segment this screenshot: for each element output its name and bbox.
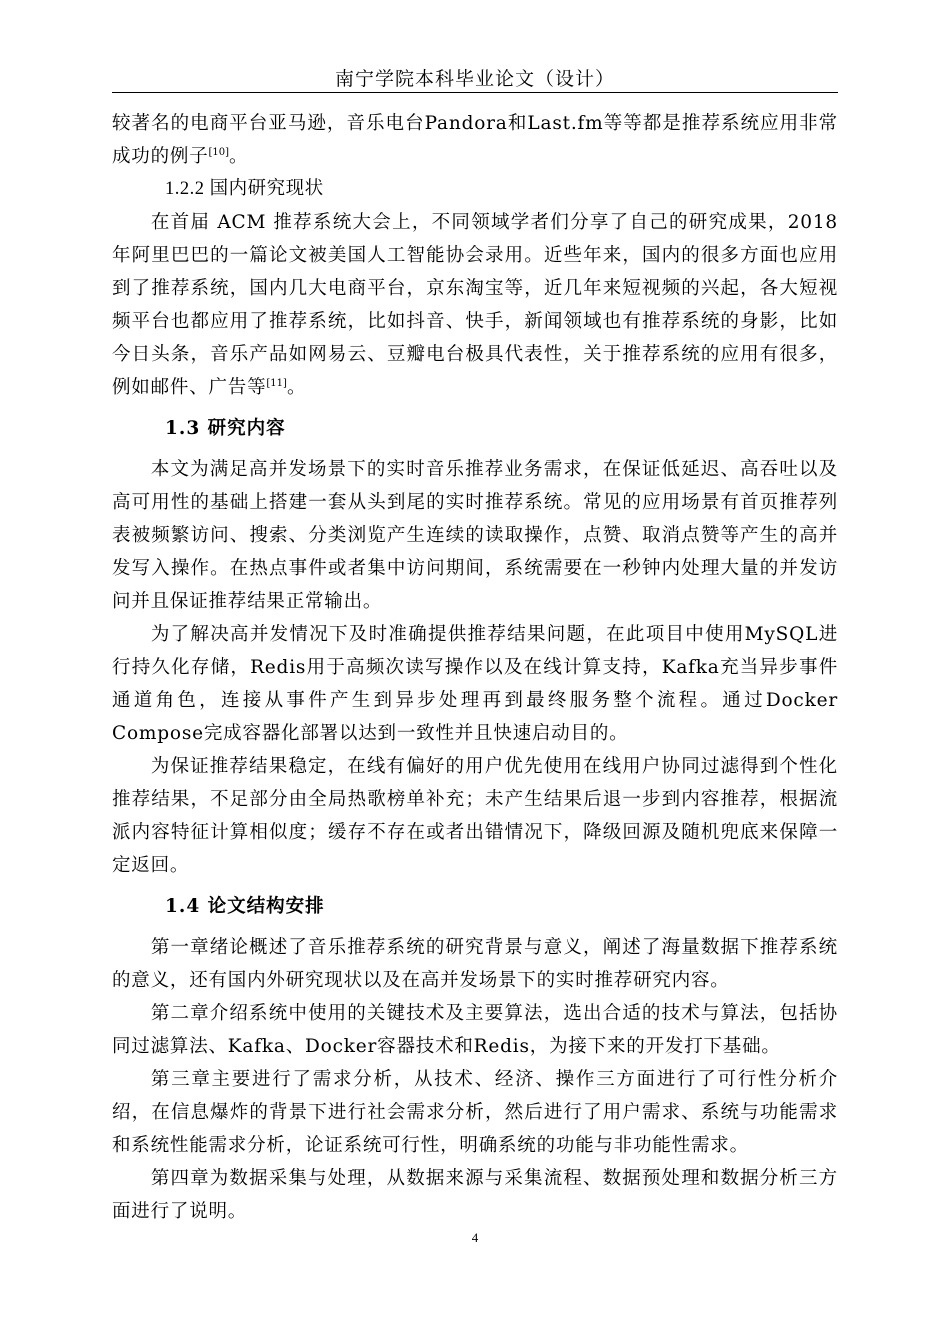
paragraph-chapter-1: 第一章绪论概述了音乐推荐系统的研究背景与意义，阐述了海量数据下推荐系统的意义，还有国内外研究现状以及在高并发场景下的实时推荐研究内容。 <box>112 937 838 991</box>
paragraph-tail: 。 <box>229 146 249 167</box>
subsection-heading-1-2-2: 1.2.2 国内研究现状 <box>165 179 324 199</box>
paragraph-intro-continuation <box>112 107 838 173</box>
citation-ref: [10] <box>208 146 230 158</box>
paragraph-text: 在首届 ACM 推荐系统大会上，不同领域学者们分享了自己的研究成果，2018 年阿里巴巴的一篇论文被美国人工智能协会录用。近些年来，国内的很多方面也应用到了推荐系统，国内几大电商平台，京东淘宝等，近几年来短视频的兴起，各大短视频平台也都应用了推荐系统，比如抖音、快手，新闻领域也有推荐系统的身影，比如今日头条，音乐产品如网易云、豆瓣电台极具代表性，关于推荐系统的应用有很多，例如邮件、广告等 <box>112 212 838 398</box>
page-number: 4 <box>471 1230 479 1245</box>
paragraph-domestic-research <box>112 206 838 404</box>
header-divider <box>112 92 838 93</box>
paragraph-research-content-1: 本文为满足高并发场景下的实时音乐推荐业务需求，在保证低延迟、高吞吐以及高可用性的基础上搭建一套从头到尾的实时推荐系统。常见的应用场景有首页推荐列表被频繁访问、搜索、分类浏览产生连续的读取操作，点赞、取消点赞等产生的高并发写入操作。在热点事件或者集中访问期间，系统需要在一秒钟内处理大量的并发访问并且保证推荐结果正常输出。 <box>112 459 838 612</box>
paragraph-text: 较著名的电商平台亚马逊，音乐电台Pandora和Last.fm等等都是推荐系统应用非常成功的例子 <box>112 113 838 167</box>
section-heading-1-3: 1.3 研究内容 <box>165 418 286 439</box>
paragraph-chapter-2: 第二章介绍系统中使用的关键技术及主要算法，选出合适的技术与算法，包括协同过滤算法、Kafka、Docker容器技术和Redis，为接下来的开发打下基础。 <box>112 1003 838 1057</box>
paragraph-research-content-3: 为保证推荐结果稳定，在线有偏好的用户优先使用在线用户协同过滤得到个性化推荐结果，不足部分由全局热歌榜单补充；未产生结果后退一步到内容推荐，根据流派内容特征计算相似度；缓存不存在或者出错情况下，降级回源及随机兜底来保障一定返回。 <box>112 756 838 876</box>
citation-ref: [11] <box>266 377 287 389</box>
section-heading-1-4: 1.4 论文结构安排 <box>165 896 325 917</box>
page-body <box>112 107 838 1228</box>
page-header-title: 南宁学院本科毕业论文（设计） <box>334 68 615 90</box>
paragraph-tail: 。 <box>286 377 307 398</box>
paragraph-research-content-2: 为了解决高并发情况下及时准确提供推荐结果问题，在此项目中使用MySQL进行持久化存储，Redis用于高频次读写操作以及在线计算支持，Kafka充当异步事件通道角色，连接从事件产生到异步处理再到最终服务整个流程。通过Docker Compose完成容器化部署以达到一致性并且快速启动目的。 <box>112 624 838 744</box>
paragraph-chapter-3: 第三章主要进行了需求分析，从技术、经济、操作三方面进行了可行性分析介绍，在信息爆炸的背景下进行社会需求分析，然后进行了用户需求、系统与功能需求和系统性能需求分析，论证系统可行性，明确系统的功能与非功能性需求。 <box>112 1069 838 1156</box>
paragraph-chapter-4: 第四章为数据采集与处理，从数据来源与采集流程、数据预处理和数据分析三方面进行了说明。 <box>112 1168 838 1222</box>
